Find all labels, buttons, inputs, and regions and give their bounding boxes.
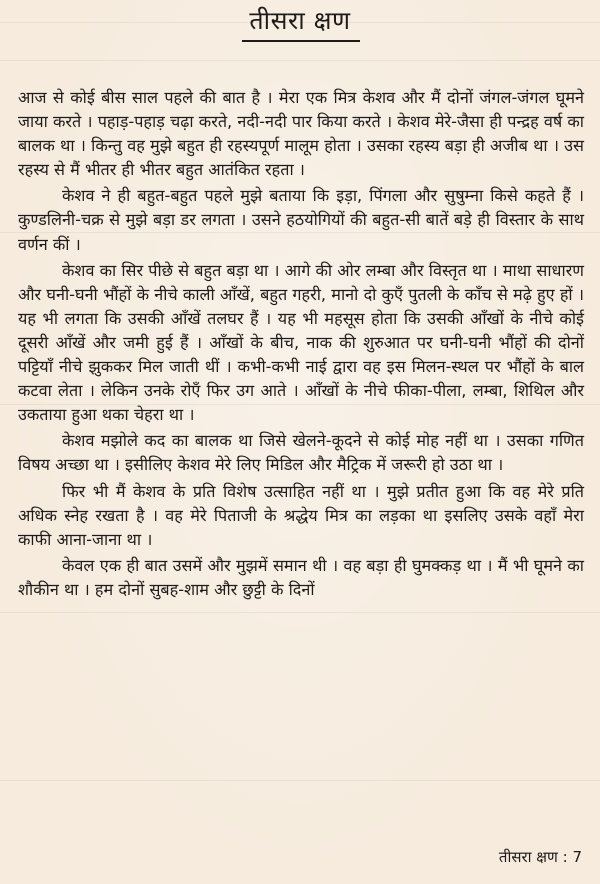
body-text xyxy=(18,86,584,604)
paragraph-6: केवल एक ही बात उसमें और मुझमें समान थी । वह बड़ा ही घुमक्कड़ था । मैं भी घूमने का शौकीन था । हम दोनों सुबह-शाम और छुट्टी के दिनों xyxy=(18,555,584,599)
paragraph-4: केशव मझोले कद का बालक था जिसे खेलने-कूदने से कोई मोह नहीं था । उसका गणित विषय अच्छा था । इसीलिए केशव मेरे लिए मिडिल और मैट्रिक में जरूरी हो उठा था । xyxy=(18,431,584,475)
show-through-line xyxy=(0,612,600,613)
chapter-title: तीसरा क्षण xyxy=(249,6,351,35)
paragraph-5: फिर भी मैं केशव के प्रति विशेष उत्साहित नहीं था । मुझे प्रतीत हुआ कि वह मेरे प्रति अधिक स्नेह रखता है । वह मेरे पिताजी के श्रद्धेय मित्र का लड़का था इसलिए उसके वहाँ मेरा काफी आना-जाना था । xyxy=(18,481,584,549)
paragraph-1: आज से कोई बीस साल पहले की बात है । मेरा एक मित्र केशव और मैं दोनों जंगल-जंगल घूमने जाया करते । पहाड़-पहाड़ चढ़ा करते, नदी-नदी पार किया करते । केशव मेरे-जैसा ही पन्द्रह वर्ष का बालक था । किन्तु वह मुझे बहुत ही रहस्यपूर्ण मालूम होता । उसका रहस्य बड़ा ही अजीब था । उस रहस्य से मैं भीतर ही भीतर बहुत आतंकित रहता । xyxy=(18,88,584,180)
page-footer: तीसरा क्षण : 7 xyxy=(498,848,582,866)
show-through-line xyxy=(0,60,600,61)
paragraph-2: केशव ने ही बहुत-बहुत पहले मुझे बताया कि इड़ा, पिंगला और सुषुम्ना किसे कहते हैं । कुण्डलिनी-चक्र से मुझे बड़ा डर लगता । उसने हठयोगियों की बहुत-सी बातें बड़े ही विस्तार के साथ वर्णन कीं । xyxy=(18,186,584,254)
paragraph-3: केशव का सिर पीछे से बहुत बड़ा था । आगे की ओर लम्बा और विस्तृत था । माथा साधारण और घनी-घनी भौंहों के नीचे काली आँखें, बहुत गहरी, मानो दो कुएँ पुतली के काँच से मढ़े हुए हों । यह भी लगता कि उसकी आँखें तलघर हैं । यह भी महसूस होता कि उसकी आँखों के नीचे कोई दूसरी आँखें और जमी हुई हैं । आँखों के बीच, नाक की शुरुआत पर घनी-घनी भौंहों की दोनों पट्टियाँ नीचे झुककर मिल जाती थीं । कभी-कभी नाई द्वारा वह इस मिलन-स्थल पर भौंहों के बाल कटवा लेता । लेकिन उनके रोएँ फिर उग आते । आँखों के नीचे फीका-पीला, लम्बा, शिथिल और उकताया हुआ थका चेहरा था । xyxy=(18,260,584,425)
show-through-line xyxy=(0,780,600,781)
title-underline xyxy=(242,40,360,42)
